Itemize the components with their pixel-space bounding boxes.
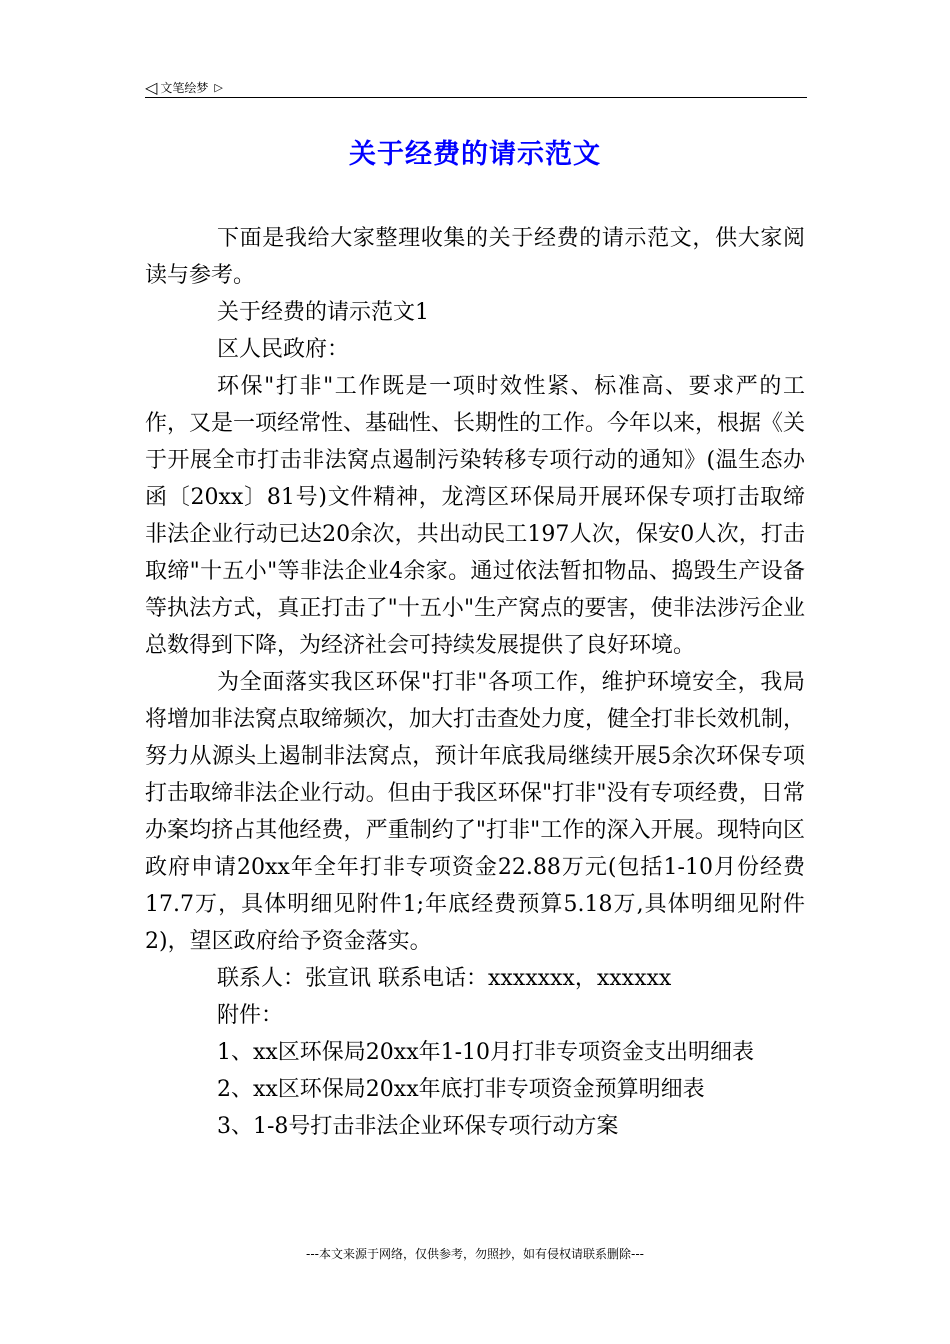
- sample-heading: 关于经费的请示范文1: [217, 300, 429, 325]
- header-divider: [145, 97, 807, 98]
- brand-name: 文笔绘梦: [160, 80, 209, 95]
- triangle-right-icon: ▷: [214, 80, 223, 94]
- attachment-item: 3、1-8号打击非法企业环保专项行动方案: [217, 1114, 619, 1139]
- salutation: 区人民政府：: [217, 337, 350, 362]
- body-paragraph: 环保"打非"工作既是一项时效性紧、标准高、要求严的工作，又是一项经常性、基础性、长期性的工作。今年以来，根据《关于开展全市打击非法窝点遏制污染转移专项行动的通知》(温生态办函〔20xx〕81号)文件精神，龙湾区环保局开展环保专项打击取缔非法企业行动已达20余次，共出动民工197人次，保安0人次，打击取缔"十五小"等非法企业4余家。通过依法暂扣物品、捣毁生产设备等执法方式，真正打击了"十五小"生产窝点的要害，使非法涉污企业总数得到下降，为经济社会可持续发展提供了良好环境。: [145, 374, 806, 658]
- attachment-item: 1、xx区环保局20xx年1-10月打非专项资金支出明细表: [217, 1040, 755, 1065]
- document-title: 关于经费的请示范文: [349, 139, 601, 170]
- intro-paragraph: 下面是我给大家整理收集的关于经费的请示范文，供大家阅读与参考。: [145, 226, 805, 288]
- attachments-label: 附件：: [217, 1003, 284, 1028]
- attachment-item: 2、xx区环保局20xx年底打非专项资金预算明细表: [217, 1077, 705, 1102]
- source-disclaimer: ---本文来源于网络，仅供参考，勿照抄，如有侵权请联系删除---: [306, 1247, 644, 1261]
- page-header: [145, 76, 805, 98]
- body-paragraph: 为全面落实我区环保"打非"各项工作，维护环境安全，我局将增加非法窝点取缔频次，加大打击查处力度，健全打非长效机制，努力从源头上遏制非法窝点，预计年底我局继续开展5余次环保专项打击取缔非法企业行动。但由于我区环保"打非"没有专项经费，日常办案均挤占其他经费，严重制约了"打非"工作的深入开展。现特向区政府申请20xx年全年打非专项资金22.88万元(包括1-10月份经费17.7万，具体明细见附件1;年底经费预算5.18万,具体明细见附件2)，望区政府给予资金落实。: [145, 670, 806, 954]
- document-body: [145, 220, 805, 1145]
- triangle-left-icon: ◁: [145, 77, 158, 97]
- contact-line: 联系人：张宣讯 联系电话：xxxxxxx，xxxxxx: [217, 966, 672, 991]
